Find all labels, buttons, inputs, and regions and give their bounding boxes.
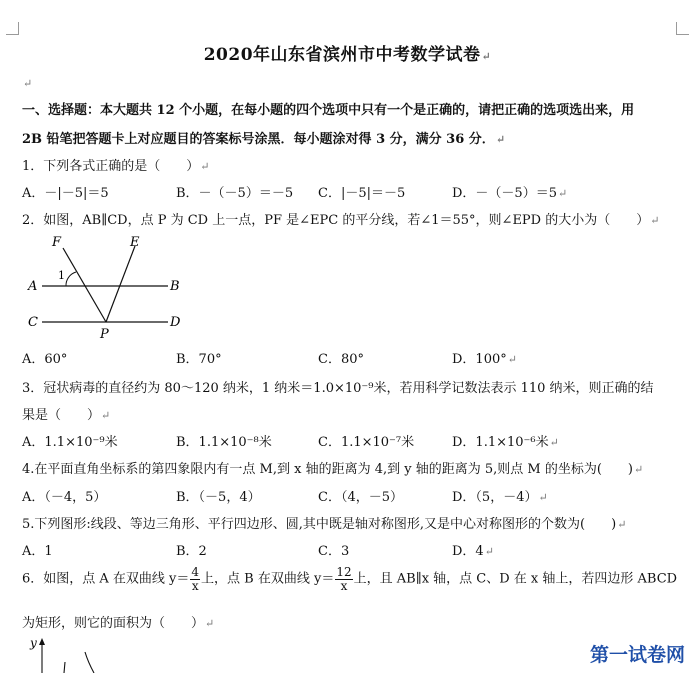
exam-title-text: 2020年山东省滨州市中考数学试卷 (203, 45, 481, 65)
question-5-stem (22, 513, 626, 532)
question-2-option-d-text: D．100° (452, 352, 507, 367)
fraction-4-over-x (190, 566, 200, 592)
question-3-stem-line2-text: 果是（ ） (22, 408, 101, 423)
label-p: P (100, 327, 109, 342)
question-4-option-d (452, 486, 548, 505)
paragraph-mark: ↵ (538, 491, 548, 504)
paragraph-mark: ↵ (23, 77, 33, 90)
question-3-stem-line2 (22, 404, 110, 423)
question-6-stem-part1: 6．如图，点 A 在双曲线 y＝ (22, 571, 190, 587)
paragraph-mark: ↵ (205, 617, 215, 630)
question-2-figure (20, 230, 220, 342)
question-4-option-c: C．（4，－5） (318, 490, 403, 505)
question-2-option-a: A．60° (22, 352, 68, 367)
question-3-stem-line1: 3．冠状病毒的直径约为 80～120 纳米，1 纳米＝1.0×10⁻⁹米，若用科学记数法表示 110 纳米，则正确的结 (22, 381, 654, 396)
fraction-12-over-x (335, 566, 352, 592)
question-1-stem (22, 155, 210, 174)
question-2-option-b: B．70° (176, 352, 222, 367)
label-a: A (28, 279, 38, 294)
question-6-figure (28, 634, 108, 673)
ray-pf (63, 248, 106, 322)
page-corner-mark-left (6, 22, 19, 35)
question-5-option-b: B．2 (176, 544, 207, 559)
paragraph-mark: ↵ (507, 353, 517, 366)
angle-1-arc (66, 272, 76, 286)
question-2-option-d (452, 348, 517, 367)
question-4-stem (22, 458, 643, 477)
label-c: C (28, 315, 38, 330)
empty-paragraph (22, 76, 32, 91)
question-3-option-b: B．1.1×10⁻⁸米 (176, 435, 272, 450)
label-e: E (130, 235, 140, 250)
ray-pe (106, 246, 135, 322)
paragraph-mark: ↵ (549, 436, 559, 449)
question-4-option-a: A．（－4，5） (22, 490, 107, 505)
question-3-option-c: C．1.1×10⁻⁷米 (318, 435, 415, 450)
question-4-option-d-text: D．（5，－4） (452, 490, 538, 505)
question-4-stem-text: 4.在平面直角坐标系的第四象限内有一点 M,到 x 轴的距离为 4,到 y 轴的距离为 5,则点 M 的坐标为( ) (22, 462, 633, 477)
site-watermark: 第一试卷网 (589, 644, 685, 666)
section-heading-line1: 一、选择题：本大题共 12 个小题，在每小题的四个选项中只有一个是正确的，请把正确的选项选出来，用 (22, 103, 635, 118)
question-2-option-c: C．80° (318, 352, 364, 367)
question-5-option-d (452, 540, 494, 559)
question-1-option-d (452, 182, 567, 201)
page-corner-mark-right (676, 22, 689, 35)
question-6-stem-part3: 上，且 AB∥x 轴，点 C、D 在 x 轴上，若四边形 ABCD (353, 571, 678, 587)
question-4-option-b: B．（－5，4） (176, 490, 261, 505)
paragraph-mark: ↵ (650, 214, 660, 227)
question-6-stem-line1 (22, 566, 677, 592)
question-6-stem-part2: 上，点 B 在双曲线 y＝ (201, 571, 335, 587)
paragraph-mark: ↵ (495, 133, 506, 146)
label-angle-1: 1 (58, 269, 65, 282)
fraction-denominator: x (191, 578, 199, 593)
label-f: F (52, 235, 62, 250)
question-1-option-b: B．－（－5）＝－5 (176, 186, 294, 201)
label-d: D (170, 315, 181, 330)
question-1-option-a: A．－|－5|＝5 (22, 186, 109, 201)
section-heading-line2-text: 2B 铅笔把答题卡上对应题目的答案标号涂黑．每小题涂对得 3 分，满分 36 分． (22, 132, 495, 147)
question-3-option-d-text: D．1.1×10⁻⁶米 (452, 435, 549, 450)
question-6-stem-line2-text: 为矩形，则它的面积为（ ） (22, 616, 205, 631)
fraction-numerator: 12 (336, 565, 352, 579)
question-3-option-d (452, 431, 559, 450)
fraction-denominator: x (340, 578, 348, 593)
question-5-option-a: A．1 (22, 544, 53, 559)
paragraph-mark: ↵ (617, 518, 627, 531)
question-1-option-c: C．|－5|＝－5 (318, 186, 406, 201)
hyperbola-curve-2 (85, 652, 94, 673)
question-6-stem-line2 (22, 612, 214, 631)
paragraph-mark: ↵ (484, 545, 494, 558)
question-5-option-c: C．3 (318, 544, 350, 559)
hyperbola-curve-1 (64, 662, 65, 673)
paragraph-mark: ↵ (633, 463, 644, 476)
paragraph-mark: ↵ (481, 50, 492, 63)
label-b: B (170, 279, 180, 294)
section-heading-line2 (22, 128, 505, 147)
y-axis-label: y (30, 636, 37, 650)
question-5-stem-text: 5.下列图形:线段、等边三角形、平行四边形、圆,其中既是轴对称图形,又是中心对称图形的个数为( ) (22, 517, 617, 532)
paragraph-mark: ↵ (200, 160, 210, 173)
question-1-stem-text: 1．下列各式正确的是（ ） (22, 159, 200, 174)
question-5-option-d-text: D．4 (452, 544, 484, 559)
question-3-option-a: A．1.1×10⁻⁹米 (22, 435, 118, 450)
y-axis-arrow-icon (39, 638, 45, 645)
question-2-stem (22, 209, 659, 228)
fraction-numerator: 4 (191, 565, 200, 579)
exam-title (0, 40, 695, 65)
paragraph-mark: ↵ (101, 409, 111, 422)
question-1-option-d-text: D．－（－5）＝5 (452, 186, 557, 201)
question-2-stem-text: 2．如图，AB∥CD，点 P 为 CD 上一点，PF 是∠EPC 的平分线，若∠1＝55°，则∠EPD 的大小为（ ） (22, 213, 650, 228)
paragraph-mark: ↵ (557, 187, 568, 200)
